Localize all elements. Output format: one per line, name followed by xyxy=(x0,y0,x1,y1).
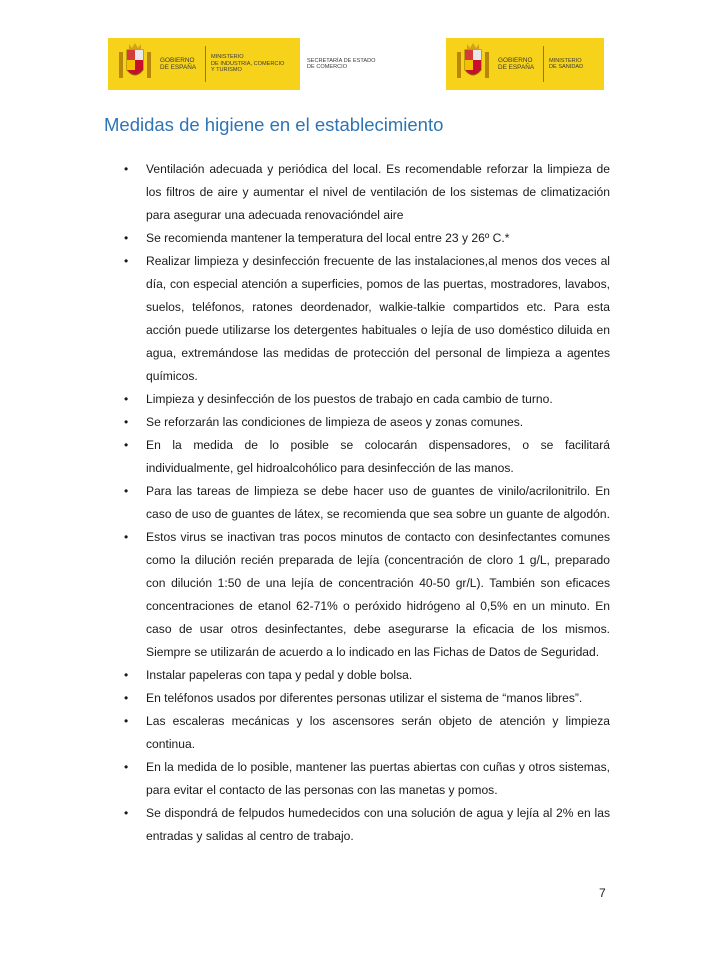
gobierno-label: GOBIERNO DE ESPAÑA xyxy=(160,56,197,71)
list-item: • Ventilación adecuada y periódica del local. Es recomendable reforzar la limpieza de los filtros de aire y aumentar el nivel de ventilación de los sistemas de climatización para asegurar una adecuada renovacióndel aire xyxy=(124,158,610,227)
list-item: • Se recomienda mantener la temperatura del local entre 23 y 26º C.* xyxy=(124,227,610,250)
gobierno-ministerio-industria-logo xyxy=(108,38,382,90)
list-item: • En la medida de lo posible se colocarán dispensadores, o se facilitará individualmente, gel hidroalcohólico para desinfección de las manos. xyxy=(124,434,610,480)
list-item: • Para las tareas de limpieza se debe hacer uso de guantes de vinilo/acrilonitrilo. En caso de uso de guantes de látex, se recomienda que sea sobre un guante de algodón. xyxy=(124,480,610,526)
list-item: • Limpieza y desinfección de los puestos de trabajo en cada cambio de turno. xyxy=(124,388,610,411)
ministerio-sanidad-label: MINISTERIO DE SANIDAD xyxy=(549,57,584,70)
hygiene-measures-list xyxy=(124,158,610,848)
list-item: • Las escaleras mecánicas y los ascensores serán objeto de atención y limpieza continua. xyxy=(124,710,610,756)
list-item: • Estos virus se inactivan tras pocos minutos de contacto con desinfectantes comunes como la dilución recién preparada de lejía (concentración de cloro 1 g/L, preparado con dilución 1:50 de una lejía de concentración 40-50 gr/L). También son eficaces concentraciones de etanol 62-71% o peróxido hidrógeno al 0,5% en un minuto. En caso de usar otros desinfectantes, debe asegurarse la eficacia de los mismos. Siempre se utilizarán de acuerdo a lo indicado en las Fichas de Datos de Seguridad. xyxy=(124,526,610,664)
list-item: • Realizar limpieza y desinfección frecuente de las instalaciones,al menos dos veces al día, con especial atención a superficies, pomos de las puertas, mostradores, lavabos, suelos, teléfonos, ratones deordenador, walkie-talkie compartidos etc. Para esta acción puede utilizarse los detergentes habituales o lejía de uso doméstico diluida en agua, extremándose las medidas de protección del personal de limpieza a agentes químicos. xyxy=(124,250,610,388)
list-item: • Se reforzarán las condiciones de limpieza de aseos y zonas comunes. xyxy=(124,411,610,434)
secretaria-estado-box xyxy=(300,38,382,90)
coat-of-arms-icon xyxy=(116,42,154,86)
coat-of-arms-icon xyxy=(454,42,492,86)
gobierno-ministerio-sanidad-logo xyxy=(446,38,604,90)
page-header xyxy=(0,38,720,90)
list-item: • Se dispondrá de felpudos humedecidos con una solución de agua y lejía al 2% en las entradas y salidas al centro de trabajo. xyxy=(124,802,610,848)
gobierno-label: GOBIERNO DE ESPAÑA xyxy=(498,56,535,71)
ministerio-industria-label: MINISTERIO DE INDUSTRIA, COMERCIO Y TURISMO xyxy=(211,54,285,74)
section-title: Medidas de higiene en el establecimiento xyxy=(104,114,444,135)
list-item: • Instalar papeleras con tapa y pedal y doble bolsa. xyxy=(124,664,610,687)
page-number: 7 xyxy=(599,886,606,900)
list-item: • En teléfonos usados por diferentes personas utilizar el sistema de “manos libres”. xyxy=(124,687,610,710)
logo-divider xyxy=(205,46,206,82)
list-item: • En la medida de lo posible, mantener las puertas abiertas con cuñas y otros sistemas, para evitar el contacto de las personas con las manetas y pomos. xyxy=(124,756,610,802)
logo-divider xyxy=(543,46,544,82)
secretaria-estado-label: SECRETARÍA DE ESTADO DE COMERCIO xyxy=(307,57,376,70)
